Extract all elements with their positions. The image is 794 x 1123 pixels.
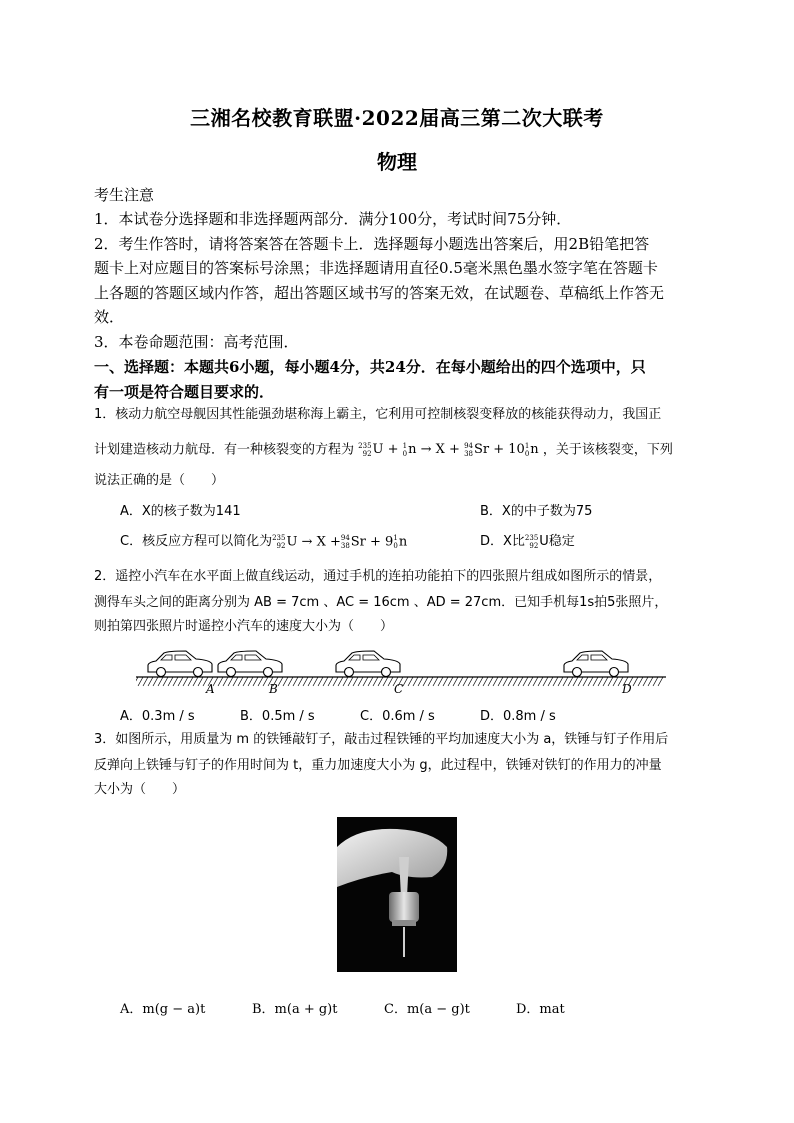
car-2 xyxy=(218,651,282,677)
q1-option-c[interactable]: C．核反应方程可以简化为 235 92 U → X + 94 38 Sr + 9 1 0 n xyxy=(120,533,408,550)
notice-item-2c: 上各题的答题区域内作答，超出答题区域书写的答案无效，在试题卷、草稿纸上作答无 xyxy=(94,284,665,302)
q3-option-b[interactable]: B．m(a + g)t xyxy=(252,1002,338,1017)
q3-option-a[interactable]: A．m(g − a)t xyxy=(120,1002,206,1017)
q2-option-c[interactable]: C．0.6m / s xyxy=(360,709,435,724)
point-label-a: A xyxy=(206,682,215,696)
q3-line2: 反弹向上铁锤与钉子的作用时间为 t，重力加速度大小为 g，此过程中，铁锤对铁钉的作用力的冲量 xyxy=(94,758,662,773)
point-label-c: C xyxy=(394,682,404,696)
q2-option-d[interactable]: D．0.8m / s xyxy=(480,709,556,724)
notice-item-2d: 效． xyxy=(94,308,125,326)
q1-line2-text: 计划建造核动力航母．有一种核裂变的方程为 xyxy=(94,442,355,458)
notice-item-1: 1．本试卷分选择题和非选择题两部分．满分100分，考试时间75分钟． xyxy=(94,210,572,228)
q1-equation: 235 92 U + 1 0 n → X + 94 38 Sr + 10 1 0 n xyxy=(358,441,539,458)
q2-line3: 则拍第四张照片时遥控小汽车的速度大小为（ ） xyxy=(94,619,394,634)
hammer-photo xyxy=(337,817,457,972)
subject-title: 物理 xyxy=(377,150,417,174)
section-heading-line2: 有一项是符合题目要求的． xyxy=(94,383,275,401)
q1-line3: 说法正确的是（ ） xyxy=(94,473,225,488)
q1-line1: 1．核动力航空母舰因其性能强劲堪称海上霸主，它利用可控制核裂变释放的核能获得动力，我国正 xyxy=(94,407,662,422)
q3-line3: 大小为（ ） xyxy=(94,782,186,797)
q3-line1: 3．如图所示，用质量为 m 的铁锤敲钉子，敲击过程铁锤的平均加速度大小为 a，铁锤与钉子作用后 xyxy=(94,732,669,747)
q1-line2 xyxy=(94,435,704,465)
q3-options-row xyxy=(120,998,700,1017)
section-heading-line1: 一、选择题：本题共6小题，每小题4分，共24分．在每小题给出的四个选项中，只 xyxy=(94,358,646,376)
q2-option-a[interactable]: A．0.3m / s xyxy=(120,709,195,724)
notice-item-3: 3．本卷命题范围：高考范围． xyxy=(94,333,299,351)
q1-line2-end: ，关于该核裂变，下列 xyxy=(542,442,673,458)
paper-title: 三湘名校教育联盟·2022届高三第二次大联考 xyxy=(190,106,604,130)
q1-option-a[interactable]: A．X的核子数为141 xyxy=(120,504,241,519)
q2-line1: 2．遥控小汽车在水平面上做直线运动，通过手机的连拍功能拍下的四张照片组成如图所示的情景， xyxy=(94,569,662,584)
q2-option-b[interactable]: B．0.5m / s xyxy=(240,709,315,724)
q2-options-row xyxy=(120,705,700,724)
q3-option-c[interactable]: C．m(a − g)t xyxy=(384,1002,470,1017)
notice-item-2: 2．考生作答时，请将答案答在答题卡上．选择题每小题选出答案后，用2B铅笔把答 xyxy=(94,235,650,253)
q1-options-row1 xyxy=(120,500,700,519)
car-3 xyxy=(336,651,400,677)
notice-heading: 考生注意 xyxy=(94,186,155,204)
car-1 xyxy=(148,651,212,677)
q1-options-row2 xyxy=(120,530,700,550)
point-label-b: B xyxy=(269,682,278,696)
q2-line2: 测得车头之间的距离分别为 AB = 7cm 、AC = 16cm 、AD = 27cm．已知手机每1s拍5张照片， xyxy=(94,595,668,610)
q2-cars-figure xyxy=(136,646,668,698)
notice-item-2b: 题卡上对应题目的答案标号涂黑；非选择题请用直径0.5毫米黑色墨水签字笔在答题卡 xyxy=(94,259,658,277)
q1-option-b[interactable]: B．X的中子数为75 xyxy=(480,504,593,519)
q3-option-d[interactable]: D．mat xyxy=(516,1002,565,1017)
q1-option-d[interactable]: D．X比 235 92 U稳定 xyxy=(480,533,575,550)
car-4 xyxy=(564,651,628,677)
point-label-d: D xyxy=(622,682,632,696)
